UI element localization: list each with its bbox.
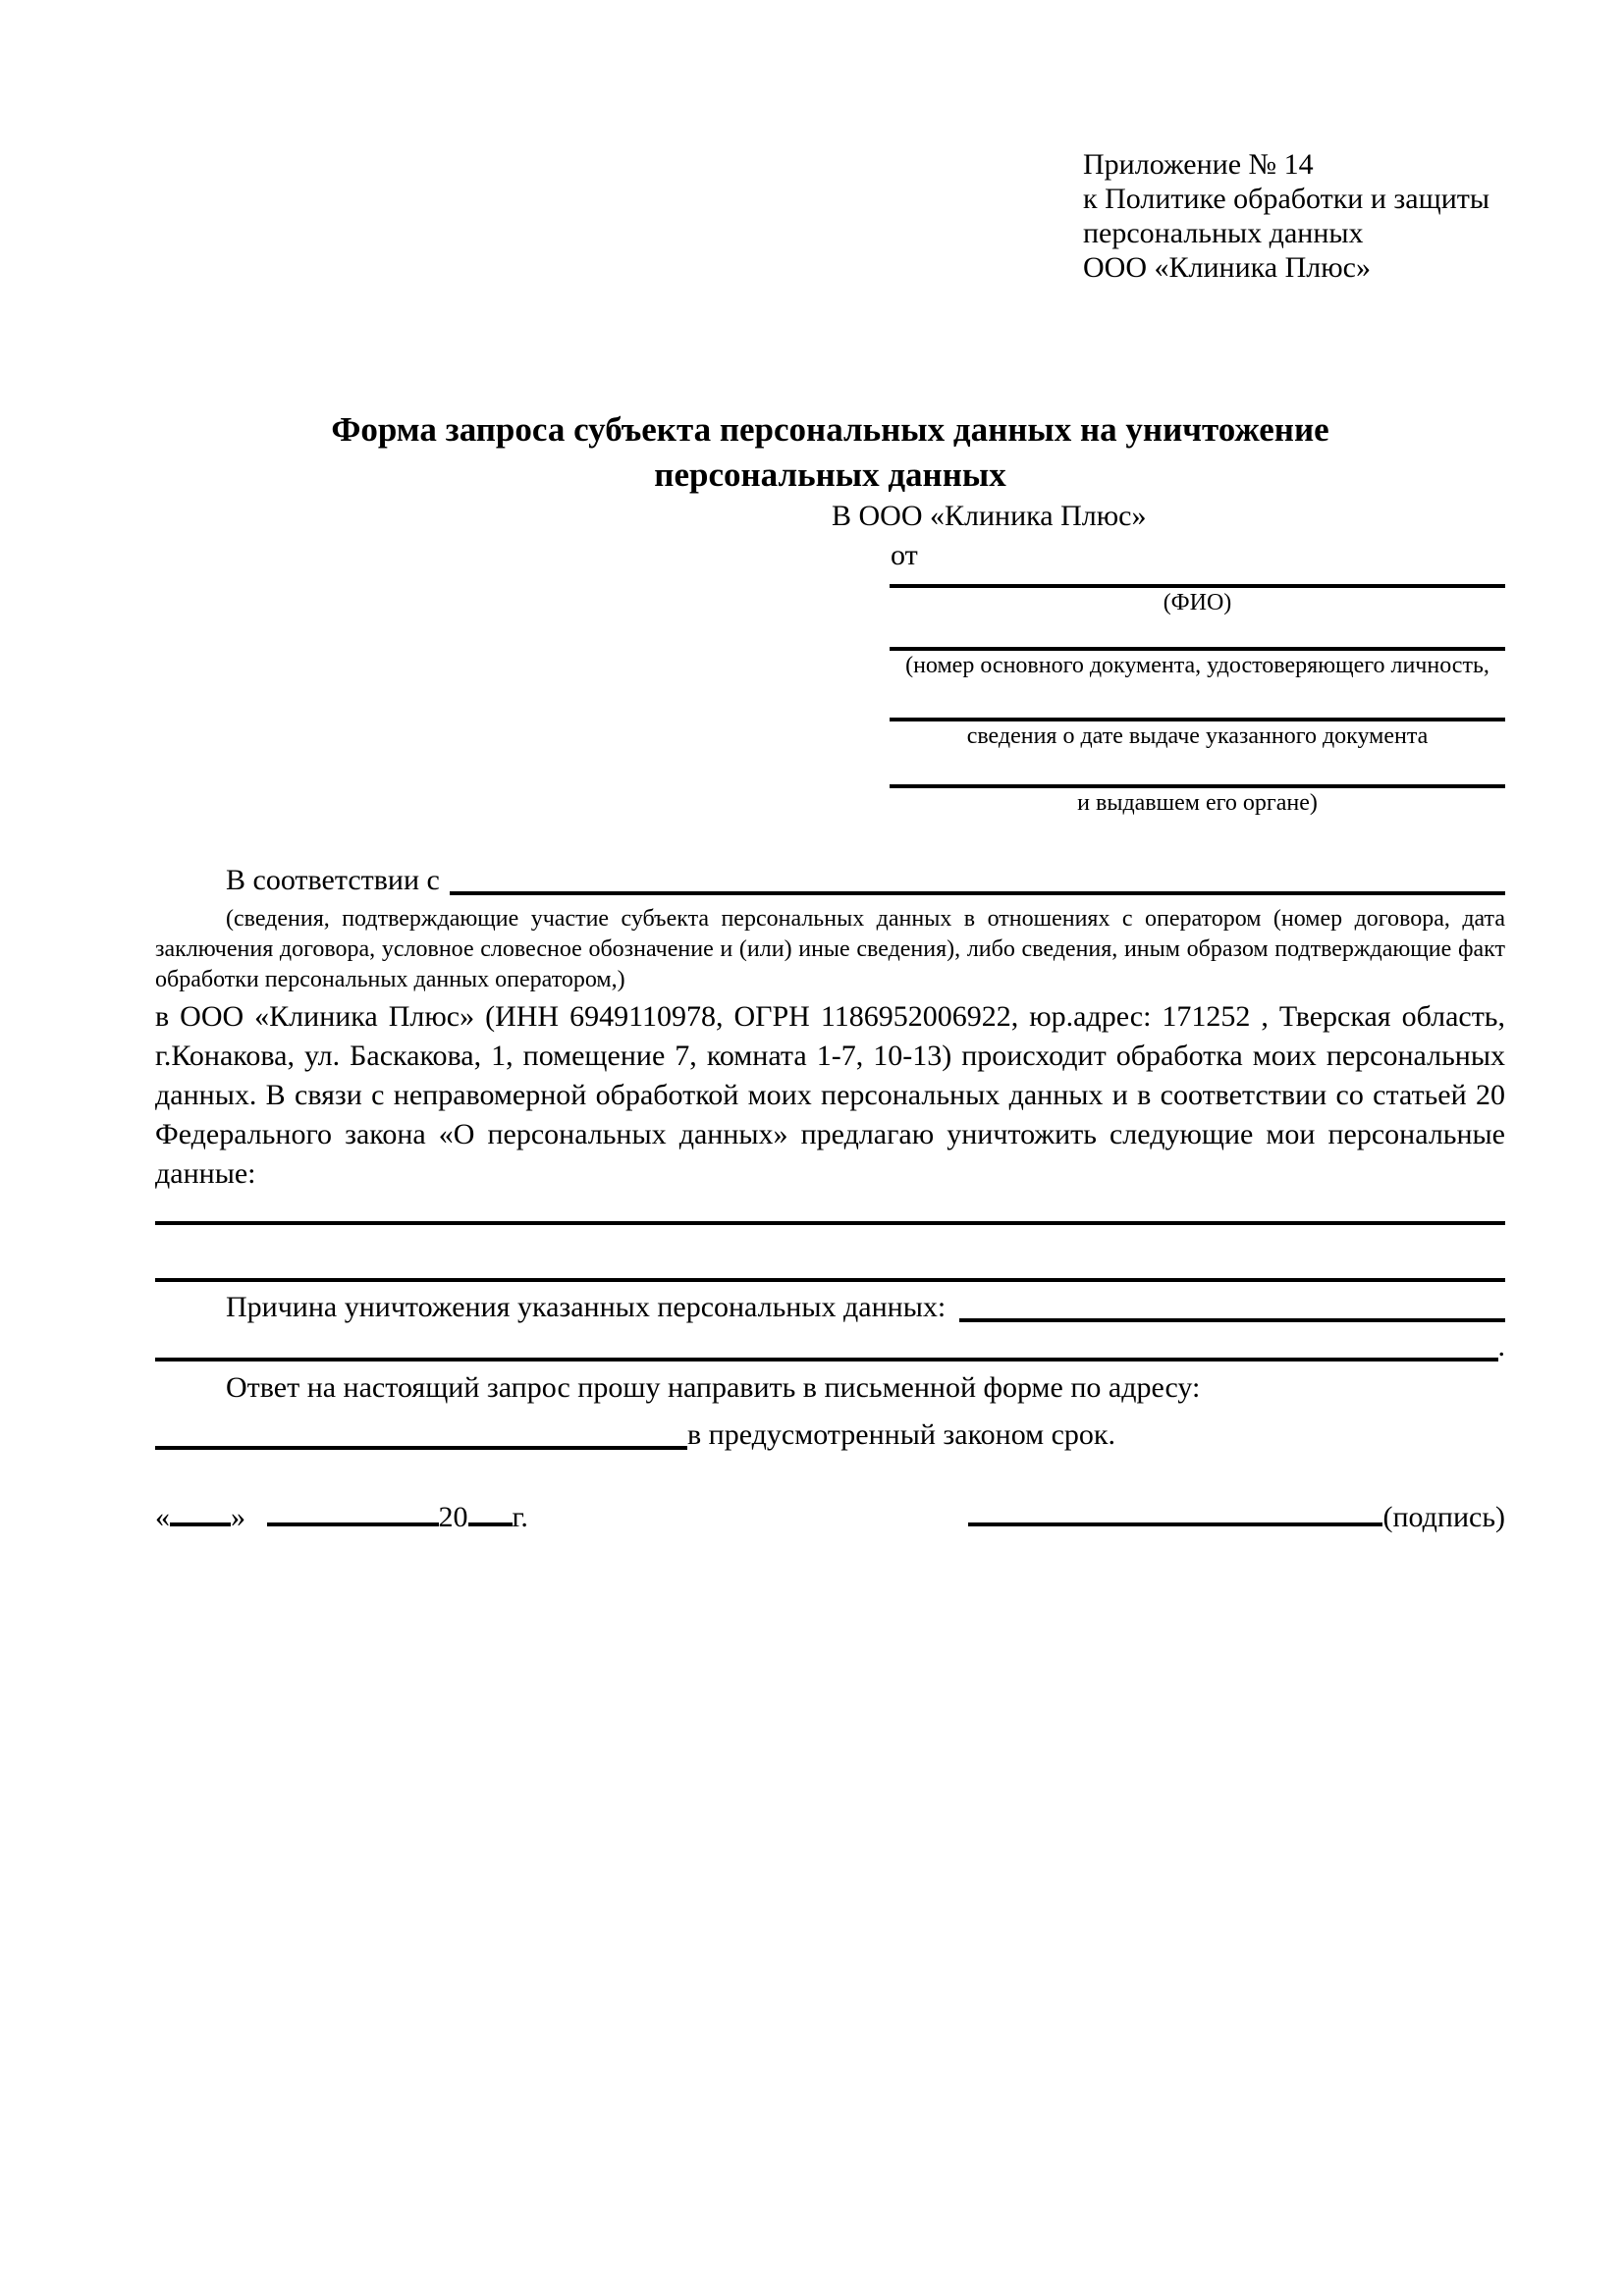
issuing-authority-input-line [890, 751, 1505, 788]
company-name: ООО «Клиника Плюс» [1083, 251, 1371, 284]
issue-date-input-line [890, 680, 1505, 721]
reason-blank-line [155, 1327, 1505, 1366]
document-number-field [890, 617, 1505, 680]
accordance-fill-line [450, 891, 1505, 895]
date-open-quote: « [155, 1501, 170, 1533]
from-label: от [891, 539, 918, 571]
answer-paragraph: Ответ на настоящий запрос прошу направить в письменной форме по адресу: [226, 1371, 1201, 1404]
reason-row [155, 1288, 1505, 1327]
trailing-period: . [1497, 1330, 1505, 1362]
accordance-row [155, 861, 1505, 900]
address-input-line [155, 1446, 687, 1450]
fio-field [890, 572, 1505, 617]
accordance-note: (сведения, подтверждающие участие субъекта персональных данных в отношениях с оператором (номер договора, дата заключения договора, условное словесное обозначение и (или) иные сведения), либо сведения, иным образом подтверждающие факт обработки персональных данных оператором,) [155, 906, 1505, 992]
address-row [155, 1415, 1505, 1455]
issuing-authority-field [890, 751, 1505, 818]
reason-fill-line [959, 1318, 1505, 1322]
issuing-authority-caption: и выдавшем его органе) [1077, 790, 1318, 816]
document-number-caption: (номер основного документа, удостоверяющего личность, [905, 653, 1489, 678]
appendix-number: Приложение № 14 [1083, 148, 1314, 181]
document-title-line-2: персональных данных [654, 455, 1006, 494]
issue-date-caption: сведения о дате выдаче указанного документа [966, 723, 1429, 749]
reason-blank-fill-line [155, 1358, 1498, 1362]
accordance-label: В соответствии с [226, 864, 440, 896]
document-title-line-1: Форма запроса субъекта персональных данных на уничтожение [331, 410, 1329, 449]
policy-reference-line-2: персональных данных [1083, 217, 1364, 249]
reason-label: Причина уничтожения указанных персональных данных: [226, 1291, 947, 1323]
date-century: 20 [438, 1501, 468, 1533]
personal-data-blank-line-2 [155, 1225, 1505, 1282]
date-close-quote: » [231, 1501, 245, 1533]
addressee-line: В ООО «Клиника Плюс» [832, 500, 1147, 532]
date-year-line [468, 1522, 513, 1526]
term-text: в предусмотренный законом срок. [687, 1418, 1115, 1451]
fio-input-line [890, 572, 1505, 588]
signature-part [968, 1498, 1505, 1537]
policy-reference-line-1: к Политике обработки и защиты [1083, 183, 1490, 215]
signature-input-line [968, 1522, 1382, 1526]
date-month-line [267, 1522, 439, 1526]
document-number-input-line [890, 617, 1505, 651]
signature-caption: (подпись) [1382, 1501, 1505, 1533]
issue-date-field [890, 680, 1505, 751]
fio-caption: (ФИО) [1163, 590, 1232, 615]
appendix-header-block [1083, 147, 1505, 285]
personal-data-blank-line-1 [155, 1194, 1505, 1225]
date-year-suffix: г. [512, 1501, 528, 1533]
date-part [155, 1498, 528, 1537]
date-day-line [170, 1522, 231, 1526]
body-paragraph: в ООО «Клиника Плюс» (ИНН 6949110978, ОГРН 1186952006922, юр.адрес: 171252 , Тверская область, г.Конакова, ул. Баскакова, 1, помещение 7, комната 1-7, 10-13) происходит обработка моих персональных данных. В связи с неправомерной обработкой моих персональных данных и в соответствии со статьей 20 Федерального закона «О персональных данных» предлагаю уничтожить следующие мои персональные данные: [155, 1000, 1505, 1190]
date-signature-row [155, 1498, 1505, 1537]
document-title [155, 407, 1505, 498]
